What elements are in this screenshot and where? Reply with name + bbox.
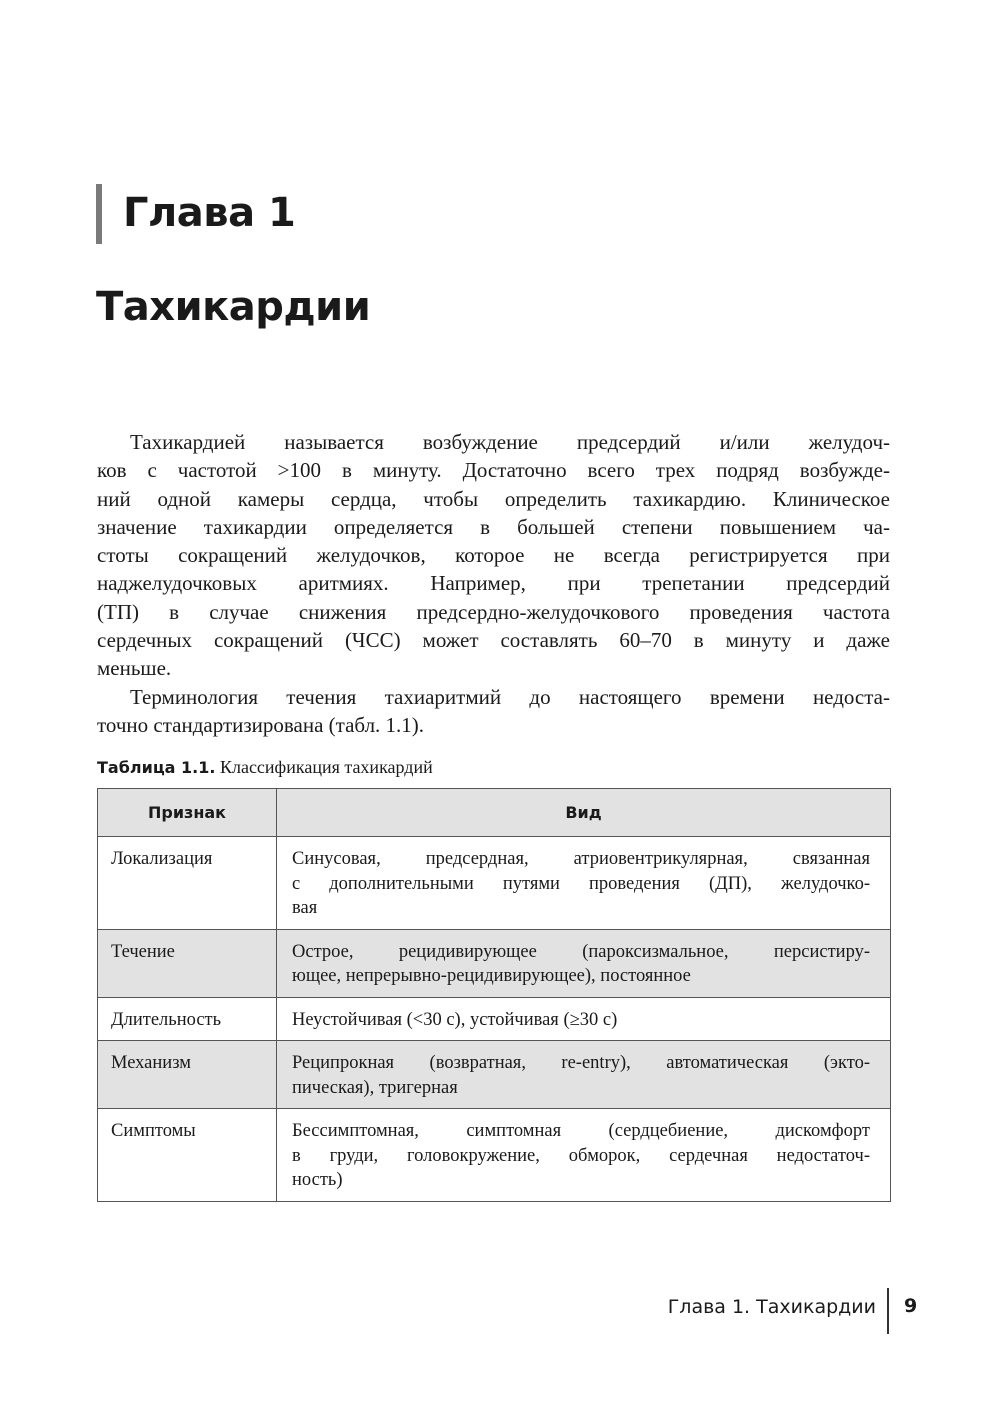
page-number: 9	[904, 1295, 918, 1317]
table-row	[98, 837, 891, 930]
header-type: Вид	[277, 789, 891, 837]
body-text	[97, 428, 890, 739]
cell-feature: Механизм	[98, 1041, 277, 1109]
running-title: Глава 1. Тахикардии	[667, 1296, 876, 1318]
cell-line: Бессимптомная, симптомная (сердцебиение, дискомфорт	[292, 1121, 870, 1141]
chapter-label: Глава 1	[123, 190, 296, 236]
cell-type	[277, 837, 891, 930]
cell-feature: Симптомы	[98, 1109, 277, 1202]
paragraph-line: ков с частотой >100 в минуту. Достаточно всего трех подряд возбужде-	[97, 458, 890, 483]
table-caption-text: Классификация тахикардий	[219, 757, 433, 777]
paragraph-line: меньше.	[97, 656, 172, 681]
cell-line: вая	[292, 898, 318, 918]
table-row	[98, 1041, 891, 1109]
footer-divider	[887, 1288, 889, 1334]
table-row	[98, 1109, 891, 1202]
paragraph-line: (ТП) в случае снижения предсердно-желудочкового проведения частота	[97, 599, 890, 624]
paragraph-line: стоты сокращений желудочков, которое не всегда регистрируется при	[97, 543, 890, 568]
table-row	[98, 929, 891, 997]
cell-feature: Локализация	[98, 837, 277, 930]
table-row	[98, 997, 891, 1041]
cell-line: ность)	[292, 1170, 343, 1190]
paragraph-line: Терминология течения тахиаритмий до настоящего времени недоста-	[130, 684, 890, 709]
chapter-accent-bar	[96, 184, 102, 244]
cell-type	[277, 997, 891, 1041]
paragraph-line: ний одной камеры сердца, чтобы определить тахикардию. Клиническое	[97, 486, 890, 511]
chapter-title: Тахикардии	[96, 284, 371, 330]
classification-table	[97, 788, 891, 1202]
cell-line: Острое, рецидивирующее (пароксизмальное, персистиру-	[292, 941, 870, 962]
cell-line: Синусовая, предсердная, атриовентрикулярная, связанная	[292, 849, 870, 869]
cell-line: пическая), тригерная	[292, 1077, 458, 1098]
cell-line: Реципрокная (возвратная, re-entry), автоматическая (экто-	[292, 1053, 870, 1073]
header-feature: Признак	[98, 789, 277, 837]
paragraph-line: Тахикардией называется возбуждение предсердий и/или желудоч-	[130, 430, 890, 454]
cell-type	[277, 1041, 891, 1109]
cell-line: ющее, непрерывно-рецидивирующее), постоянное	[292, 966, 691, 986]
table-caption-label: Таблица 1.1.	[97, 758, 216, 777]
paragraph-line: наджелудочковых аритмиях. Например, при трепетании предсердий	[97, 571, 890, 596]
cell-line: Неустойчивая (<30 с), устойчивая (≥30 с)	[292, 1009, 618, 1030]
cell-feature: Течение	[98, 929, 277, 997]
cell-line: с дополнительными путями проведения (ДП), желудочко-	[292, 873, 870, 894]
cell-type	[277, 1109, 891, 1202]
cell-type	[277, 929, 891, 997]
table-caption	[97, 757, 433, 778]
cell-feature: Длительность	[98, 997, 277, 1041]
paragraph-line: точно стандартизирована (табл. 1.1).	[97, 712, 425, 737]
paragraph-line: значение тахикардии определяется в большей степени повышением ча-	[97, 514, 890, 539]
table-header-row	[98, 789, 891, 837]
paragraph-line: сердечных сокращений (ЧСС) может составлять 60–70 в минуту и даже	[97, 628, 890, 653]
cell-line: в груди, головокружение, обморок, сердечная недостаточ-	[292, 1145, 870, 1166]
